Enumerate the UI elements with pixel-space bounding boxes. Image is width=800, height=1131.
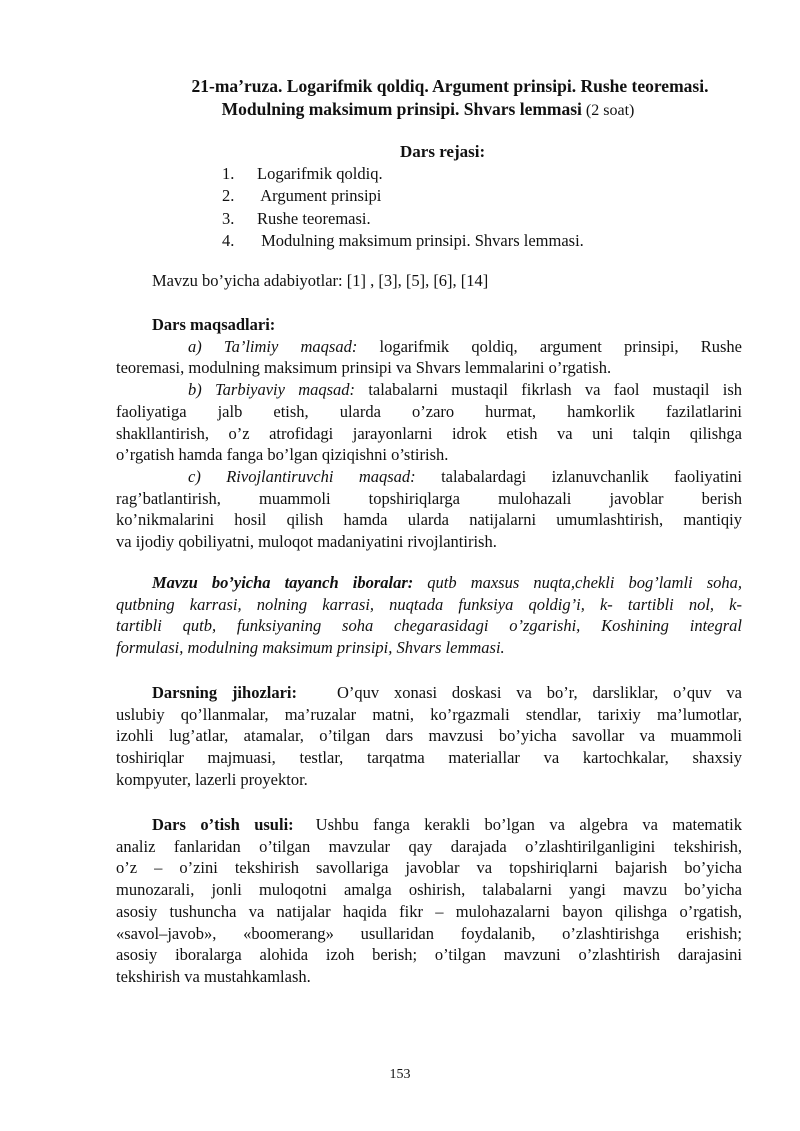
plan-list [222,163,584,252]
goal-b: b) Tarbiyaviy maqsad: talabalarni mustaqil fikrlash va faol mustaqil ish [188,380,742,400]
keywords-section: Mavzu bo’yicha tayanch iboralar: qutb maxsus nuqta,chekli bog’lamli soha, qutbning karrasi, nolning karrasi, nuqtada funksiya qoldig’i, k- tartibli nol, k- tartibli qutb, funksiyaning soha chegarasidagi o’zgarishi, Koshining integral formulasi, modulning maksimum prinsipi, Shvars lemmasi. [116,573,742,658]
goals-heading: Dars maqsadlari: [152,315,276,334]
plan-item: 2. Argument prinsipi [222,186,382,206]
literature-line: Mavzu bo’yicha adabiyotlar: [1] , [3], [5], [6], [14] [152,271,489,290]
lecture-title-line-1: 21-ma’ruza. Logarifmik qoldiq. Argument prinsipi. Rushe teoremasi. [191,76,709,96]
lecture-title-line-2: Modulning maksimum prinsipi. Shvars lemmasi (2 soat) [221,99,635,119]
method-section: Dars o’tish usuli: Ushbu fanga kerakli bo’lgan va algebra va matematik analiz fanlaridan o’tilgan mavzular qay darajada o’zlashtirilganligini tekshirish, o’z – o’zini tekshirish savollariga javoblar va topshiriqlarni bajarish bo’yicha munozarali, jonli muloqotni amalga oshirish, talabalarni yangi mavzu bo’yicha asosiy tushuncha va natijalar haqida fikr – mulohazalarni bayon qilishga o’rgatish, «savol–javob», «boomerang» usullaridan foydalanib, o’zlashtirishga erishish; asosiy iboralarga alohida izoh berish; o’tilgan mavzuni o’zlashtirish darajasini tekshirish va mustahkamlash. [116,815,742,986]
method-label: Dars o’tish usuli: [152,815,294,834]
keywords-label: Mavzu bo’yicha tayanch iboralar: [152,573,414,592]
goal-a: a) Ta’limiy maqsad: logarifmik qoldiq, argument prinsipi, Rushe [188,336,742,356]
plan-item: 1. Logarifmik qoldiq. [222,164,383,183]
page-number: 153 [389,1067,411,1082]
plan-heading: Dars rejasi: [400,142,486,161]
equipment-label: Darsning jihozlari: [152,683,298,702]
equipment-section: Darsning jihozlari: O’quv xonasi doskasi va bo’r, darsliklar, o’quv va uslubiy qo’llanmalar, ma’ruzalar matni, ko’rgazmali stendlar, tarixiy ma’lumotlar, izohli lug’atlar, atamalar, o’tilgan dars mavzusi bo’yicha savollar va muammoli toshiriqlar majmuasi, testlar, tarqatma materiallar va kartochkalar, shaxsiy kompyuter, lazerli proyektor. [116,683,743,789]
plan-item: 3. Rushe teoremasi. [222,208,371,228]
plan-item: 4. Modulning maksimum prinsipi. Shvars lemmasi. [222,230,584,250]
goals-section: Dars maqsadlari: a) Ta’limiy maqsad: logarifmik qoldiq, argument prinsipi, Rushe teoremasi, modulning maksimum prinsipi va Shvars lemmalarini o’rgatish. b) Tarbiyaviy maqsad: talabalarni mustaqil fikrlash va faol mustaqil ish faoliyatiga jalb etish, ularda o’zaro hurmat, hamkorlik fazilatlarini shakllantirish, o’z atrofidagi jarayonlarni idrok etish va uni talqin qilishga o’rgatish hamda fanga bo’lgan qiziqishni o’stirish. c) Rivojlantiruvchi maqsad: talabalardagi izlanuvchanlik faoliyatini rag’batlantirish, muammoli topshiriqlarga mulohazali javoblar berish ko’nikmalarini hosil qilish hamda ularda natijalarni umumlashtirish, mantiqiy va ijodiy qobiliyatni, muloqot madaniyatini rivojlantirish. [116,315,742,552]
goal-c: c) Rivojlantiruvchi maqsad: talabalardagi izlanuvchanlik faoliyatini [188,466,742,486]
